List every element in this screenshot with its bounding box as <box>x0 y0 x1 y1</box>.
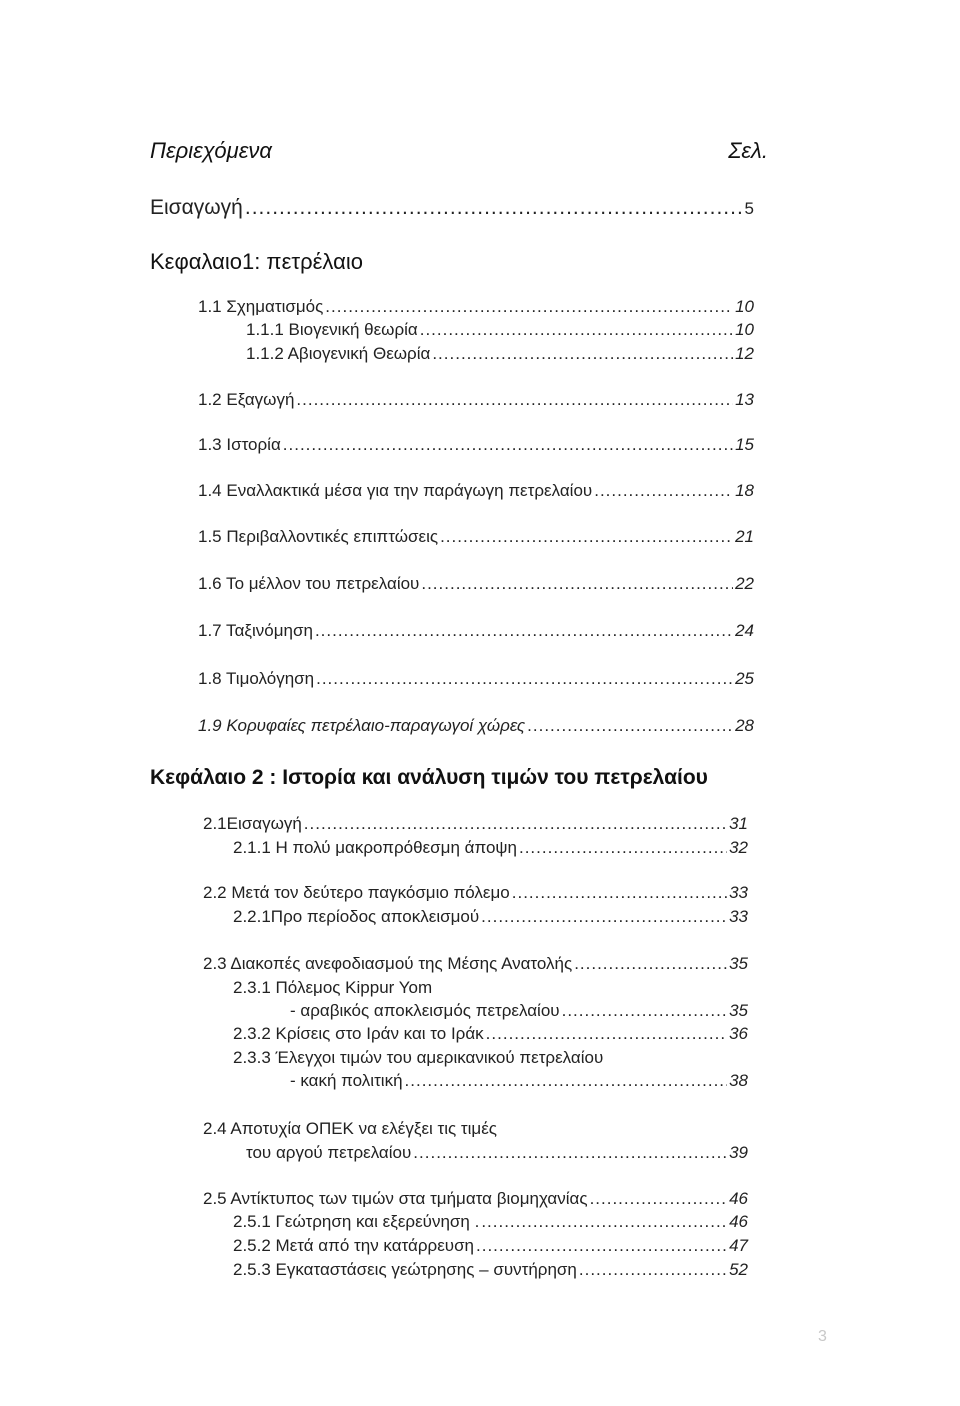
toc-entry <box>203 883 748 903</box>
entry-page: 24 <box>735 621 754 640</box>
entry-label: Εισαγωγή <box>150 196 243 219</box>
entry-label: - αραβικός αποκλεισμός πετρελαίου <box>290 1001 560 1020</box>
toc-entry <box>203 814 748 834</box>
entry-label: 2.1Εισαγωγή <box>203 814 302 833</box>
dot-leader <box>325 297 733 317</box>
entry-page: 31 <box>729 814 748 833</box>
toc-entry <box>198 527 754 547</box>
entry-label: 1.7 Ταξινόμηση <box>198 621 313 640</box>
dot-leader <box>512 883 727 903</box>
chapter-1-heading: Κεφαλαιο1: πετρέλαιο <box>150 249 363 274</box>
entry-label: 1.1.1 Βιογενική θεωρία <box>246 320 418 339</box>
dot-leader <box>413 1143 727 1163</box>
dot-leader <box>594 481 733 501</box>
entry-page: 33 <box>729 883 748 902</box>
entry-page: 18 <box>735 481 754 500</box>
dot-leader <box>481 907 727 927</box>
entry-page: 12 <box>735 344 754 363</box>
dot-leader <box>527 716 733 736</box>
entry-page: 5 <box>744 199 754 218</box>
entry-label: 2.2.1Προ περίοδος αποκλεισμού <box>233 907 480 926</box>
chapter-2-heading: Κεφάλαιο 2 : Ιστορία και ανάλυση τιμών του πετρελαίου <box>150 766 708 789</box>
dot-leader <box>283 435 733 455</box>
page-column-label: Σελ. <box>728 138 768 163</box>
toc-entry-intro <box>150 196 754 220</box>
entry-label: 2.5.2 Μετά από την κατάρρευση <box>233 1236 475 1255</box>
toc-entry-label-line: 2.4 Αποτυχία ΟΠΕΚ να ελέγξει τις τιμές <box>203 1119 497 1138</box>
toc-entry-label-line: 2.3.3 Έλεγχοι τιμών του αμερικανικού πετρελαίου <box>233 1048 604 1067</box>
toc-entry <box>246 344 754 364</box>
toc-entry <box>233 1236 748 1256</box>
entry-page: 33 <box>729 907 748 926</box>
entry-label: - κακή πολιτική <box>290 1071 403 1090</box>
entry-label: 2.5 Αντίκτυπος των τιμών στα τμήματα βιομηχανίας <box>203 1189 588 1208</box>
page-corner-mark: 3 <box>818 1328 827 1345</box>
entry-label: 2.1.1 Η πολύ μακροπρόθεσμη άποψη <box>233 838 517 857</box>
entry-page: 13 <box>735 390 754 409</box>
entry-label: 1.5 Περιβαλλοντικές επιπτώσεις <box>198 527 439 546</box>
entry-page: 10 <box>735 297 754 316</box>
entry-label: 2.3.2 Κρίσεις στο Ιράν και το Ιράκ <box>233 1024 484 1043</box>
dot-leader <box>245 196 743 220</box>
dot-leader <box>421 574 733 594</box>
dot-leader <box>486 1024 727 1044</box>
toc-entry <box>198 390 754 410</box>
entry-page: 36 <box>729 1024 748 1043</box>
entry-page: 35 <box>729 954 748 973</box>
dot-leader <box>579 1260 727 1280</box>
toc-entry <box>198 574 754 594</box>
dot-leader <box>296 390 733 410</box>
entry-label: 1.1.2 Αβιογενική Θεωρία <box>246 344 431 363</box>
dot-leader <box>519 838 727 858</box>
dot-leader <box>304 814 727 834</box>
entry-page: 10 <box>735 320 754 339</box>
entry-page: 52 <box>729 1260 748 1279</box>
entry-label: 1.2 Εξαγωγή <box>198 390 295 409</box>
toc-entry <box>233 838 748 858</box>
dot-leader <box>476 1236 727 1256</box>
entry-page: 32 <box>729 838 748 857</box>
toc-header <box>150 138 768 172</box>
entry-label: 1.9 Κορυφαίες πετρέλαιο-παραγωγοί χώρες <box>198 716 526 735</box>
toc-entry <box>290 1071 748 1091</box>
dot-leader <box>440 527 733 547</box>
entry-label: 2.5.1 Γεώτρηση και εξερεύνηση . <box>233 1212 480 1231</box>
toc-entry <box>198 481 754 501</box>
dot-leader <box>420 320 733 340</box>
toc-entry <box>233 1260 748 1280</box>
toc-entry <box>203 954 748 974</box>
toc-entry-label-line: 2.3.1 Πόλεμος Kippur Yom <box>233 978 433 997</box>
toc-entry <box>198 621 754 641</box>
entry-label: 2.5.3 Εγκαταστάσεις γεώτρησης – συντήρηση <box>233 1260 577 1279</box>
dot-leader <box>574 954 727 974</box>
entry-label: του αργού πετρελαίου <box>246 1143 412 1162</box>
toc-title: Περιεχόμενα <box>150 138 272 163</box>
entry-label: 1.3 Ιστορία <box>198 435 281 454</box>
entry-label: 2.2 Μετά τον δεύτερο παγκόσμιο πόλεμο <box>203 883 510 902</box>
entry-page: 35 <box>729 1001 748 1020</box>
toc-entry <box>198 435 754 455</box>
toc-entry <box>198 669 754 689</box>
dot-leader <box>315 621 733 641</box>
entry-page: 46 <box>729 1189 748 1208</box>
entry-page: 22 <box>735 574 754 593</box>
entry-page: 21 <box>735 527 754 546</box>
entry-page: 28 <box>735 716 754 735</box>
toc-entry <box>233 1024 748 1044</box>
entry-page: 38 <box>729 1071 748 1090</box>
entry-page: 15 <box>735 435 754 454</box>
entry-label: 1.6 Το μέλλον του πετρελαίου <box>198 574 420 593</box>
dot-leader <box>562 1001 727 1021</box>
toc-entry <box>246 320 754 340</box>
toc-entry <box>233 1212 748 1232</box>
toc-entry <box>198 297 754 317</box>
toc-entry <box>290 1001 748 1021</box>
toc-entry <box>203 1189 748 1209</box>
dot-leader <box>481 1212 727 1232</box>
entry-page: 46 <box>729 1212 748 1231</box>
entry-page: 47 <box>729 1236 748 1255</box>
dot-leader <box>405 1071 728 1091</box>
dot-leader <box>432 344 733 364</box>
dot-leader <box>316 669 733 689</box>
entry-label: 1.1 Σχηματισμός <box>198 297 324 316</box>
entry-page: 25 <box>735 669 754 688</box>
entry-label: 2.3 Διακοπές ανεφοδιασμού της Μέσης Ανατολής <box>203 954 573 973</box>
entry-label: 1.8 Τιμολόγηση <box>198 669 315 688</box>
toc-entry <box>233 907 748 927</box>
dot-leader <box>590 1189 728 1209</box>
toc-entry <box>246 1143 748 1163</box>
entry-page: 39 <box>729 1143 748 1162</box>
toc-entry <box>198 716 754 736</box>
entry-label: 1.4 Εναλλακτικά μέσα για την παράγωγη πετρελαίου <box>198 481 593 500</box>
